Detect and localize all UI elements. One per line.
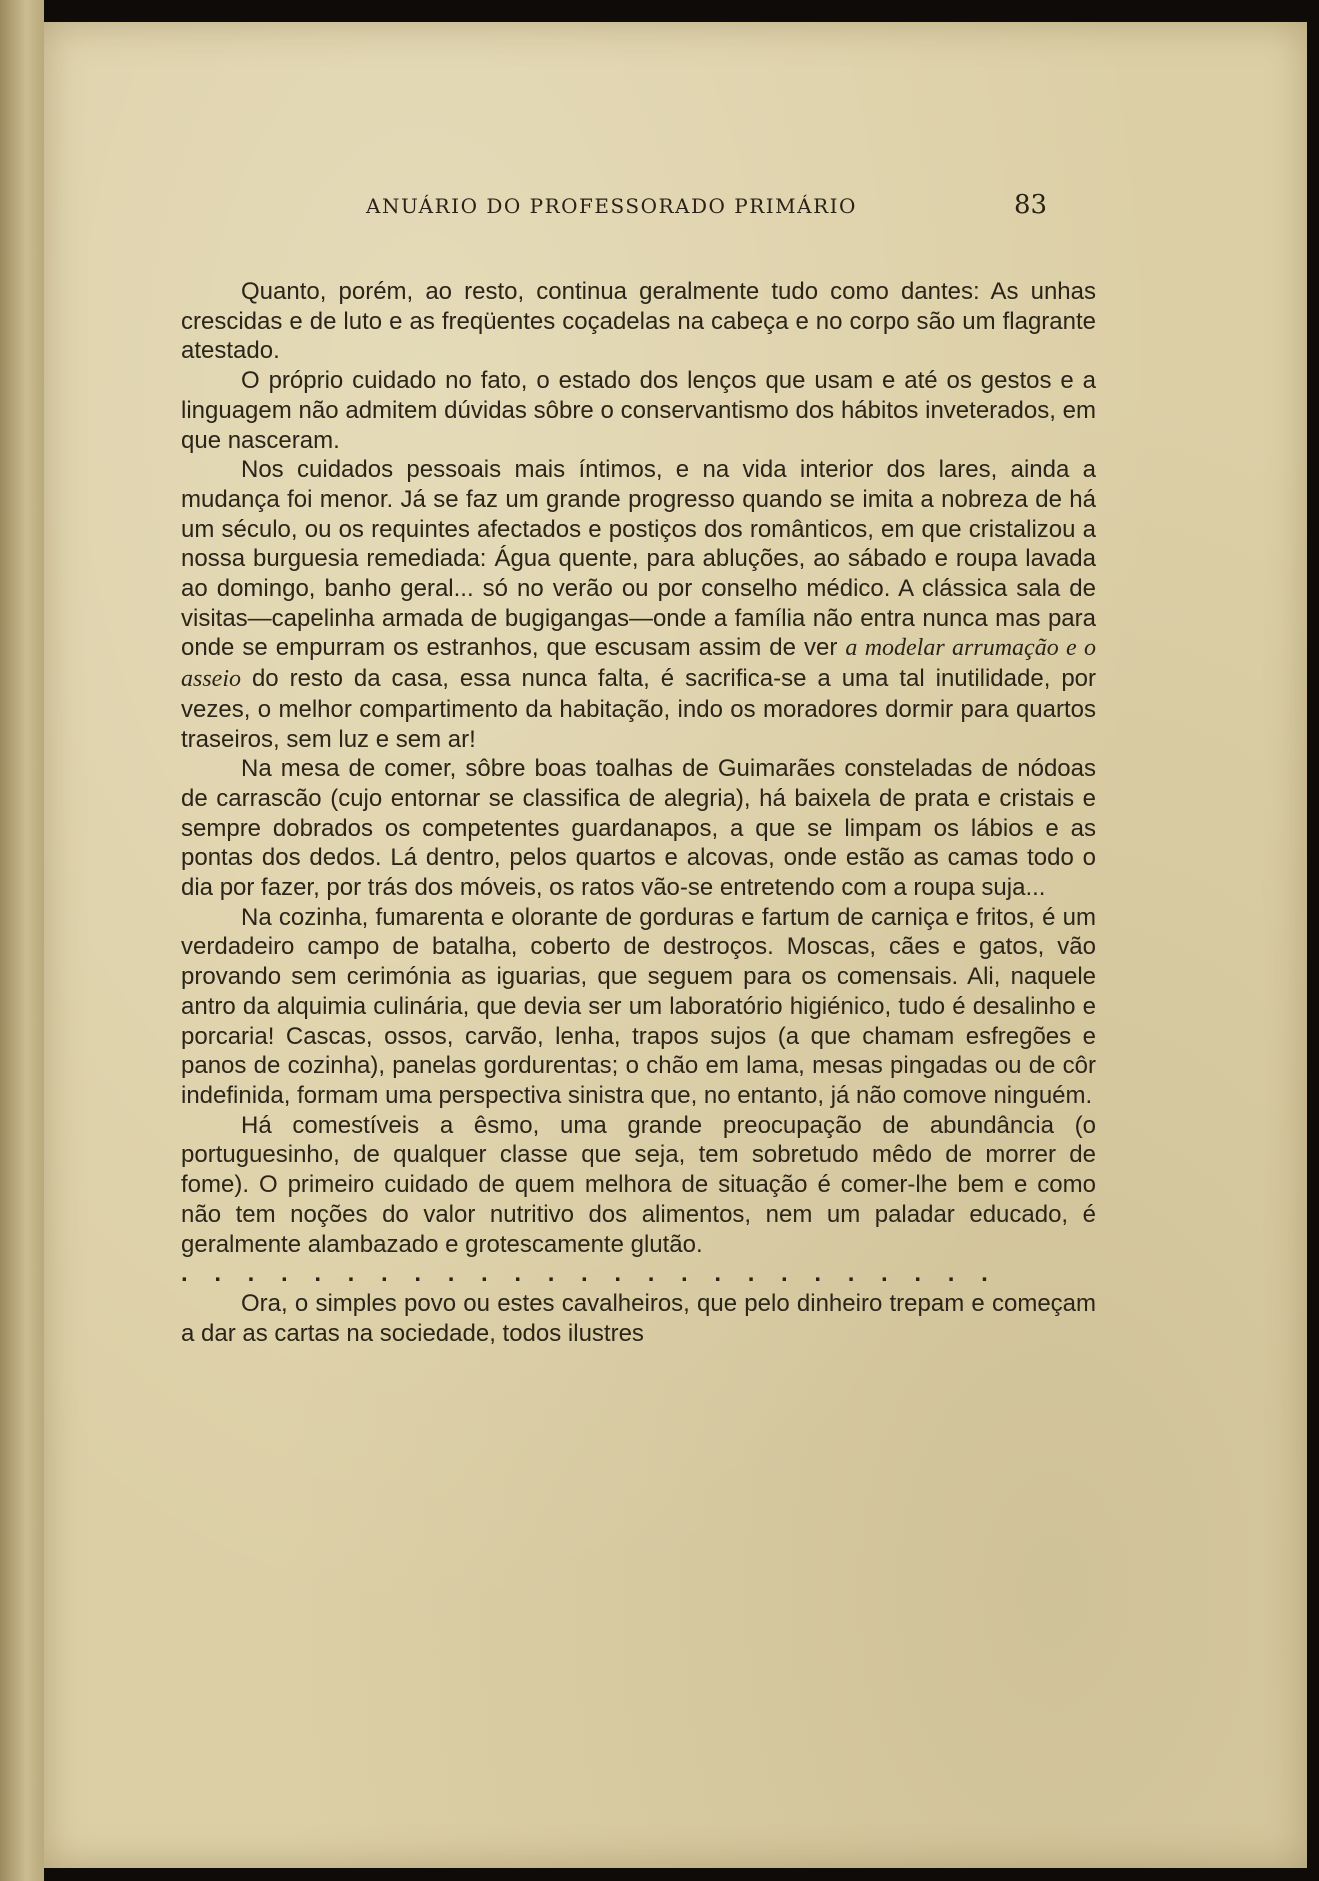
paragraph [181,455,1096,754]
paragraph: Quanto, porém, ao resto, continua geralmente tudo como dantes: As unhas crescidas e de luto e as freqüentes coçadelas na cabeça e no corpo são um flagrante atestado. [181,278,1096,365]
page-header [44,190,1307,224]
body-text [181,277,1096,1348]
paragraph: Há comestíveis a êsmo, uma grande preocupação de abundância (o portuguesinho, de qualquer classe que seja, tem sobretudo mêdo de morrer de fome). O primeiro cuidado de quem melhora de situação é comer-lhe bem e como não tem noções do valor nutritivo dos alimentos, nem um paladar educado, é geralmente alambazado e grotescamente glutão. [181,1111,1096,1258]
paragraph: Na mesa de comer, sôbre boas toalhas de Guimarães consteladas de nódoas de carrascão (cujo entornar se classifica de alegria), há baixela de prata e cristais e sempre dobrados os competentes guardanapos, a que se limpam os lábios e as pontas dos dedos. Lá dentro, pelos quartos e alcovas, onde estão as camas todo o dia por fazer, por trás dos móveis, os ratos vão-se entretendo com a roupa suja... [181,755,1096,902]
paragraph: Na cozinha, fumarenta e olorante de gorduras e fartum de carniça e fritos, é um verdadeiro campo de batalha, coberto de destroços. Moscas, cães e gatos, vão provando sem cerimónia as iguarias, que seguem para os comensais. Ali, naquele antro da alquimia culinária, que devia ser um laboratório higiénico, tudo é desalinho e porcaria! Cascas, ossos, carvão, lenha, trapos sujos (a que chamam esfregões e panos de cozinha), panelas gordurentas; o chão em lama, mesas pingadas ou de côr indefinida, formam uma perspectiva sinistra que, no entanto, já não comove ninguém. [181,903,1096,1109]
previous-page-edge [0,0,44,1881]
paragraph: Ora, o simples povo ou estes cavalheiros, que pelo dinheiro trepam e começam a dar as cartas na sociedade, todos ilustres [181,1289,1096,1347]
book-page [44,22,1307,1868]
paragraph-text: Nos cuidados pessoais mais íntimos, e na vida interior dos lares, ainda a mudança foi menor. Já se faz um grande progresso quando se imita a nobreza de há um século, ou os requintes afectados e postiços dos românticos, em que cristalizou a nossa burguesia remediada: Água quente, para abluções, ao sábado e roupa lavada ao domingo, banho geral... só no verão ou por conselho médico. [181,456,1096,603]
running-title: ANUÁRIO DO PROFESSORADO PRIMÁRIO [366,194,857,218]
paragraph: O próprio cuidado no fato, o estado dos lenços que usam e até os gestos e a linguagem não admitem dúvidas sôbre o conservantismo dos hábitos inveterados, em que nasceram. [181,367,1096,454]
salon-text-before: A clássica sala de visitas—capelinha armada de bugigangas—onde a família não entra nunca mas para onde se empurram os estranhos, que escusam assim de ver [181,575,1097,662]
page-number: 83 [1014,190,1048,220]
salon-text-italic: a modelar arrumação e o asseio [181,635,1097,693]
ellipsis-separator: . . . . . . . . . . . . . . . . . . . . . . . . . [181,1260,998,1288]
salon-text-after: do resto da casa, essa nunca falta, é sacrifica-se a uma tal inutilidade, por vezes, o melhor compartimento da habitação, indo os moradores dormir para quartos traseiros, sem luz e sem ar! [181,665,1097,753]
